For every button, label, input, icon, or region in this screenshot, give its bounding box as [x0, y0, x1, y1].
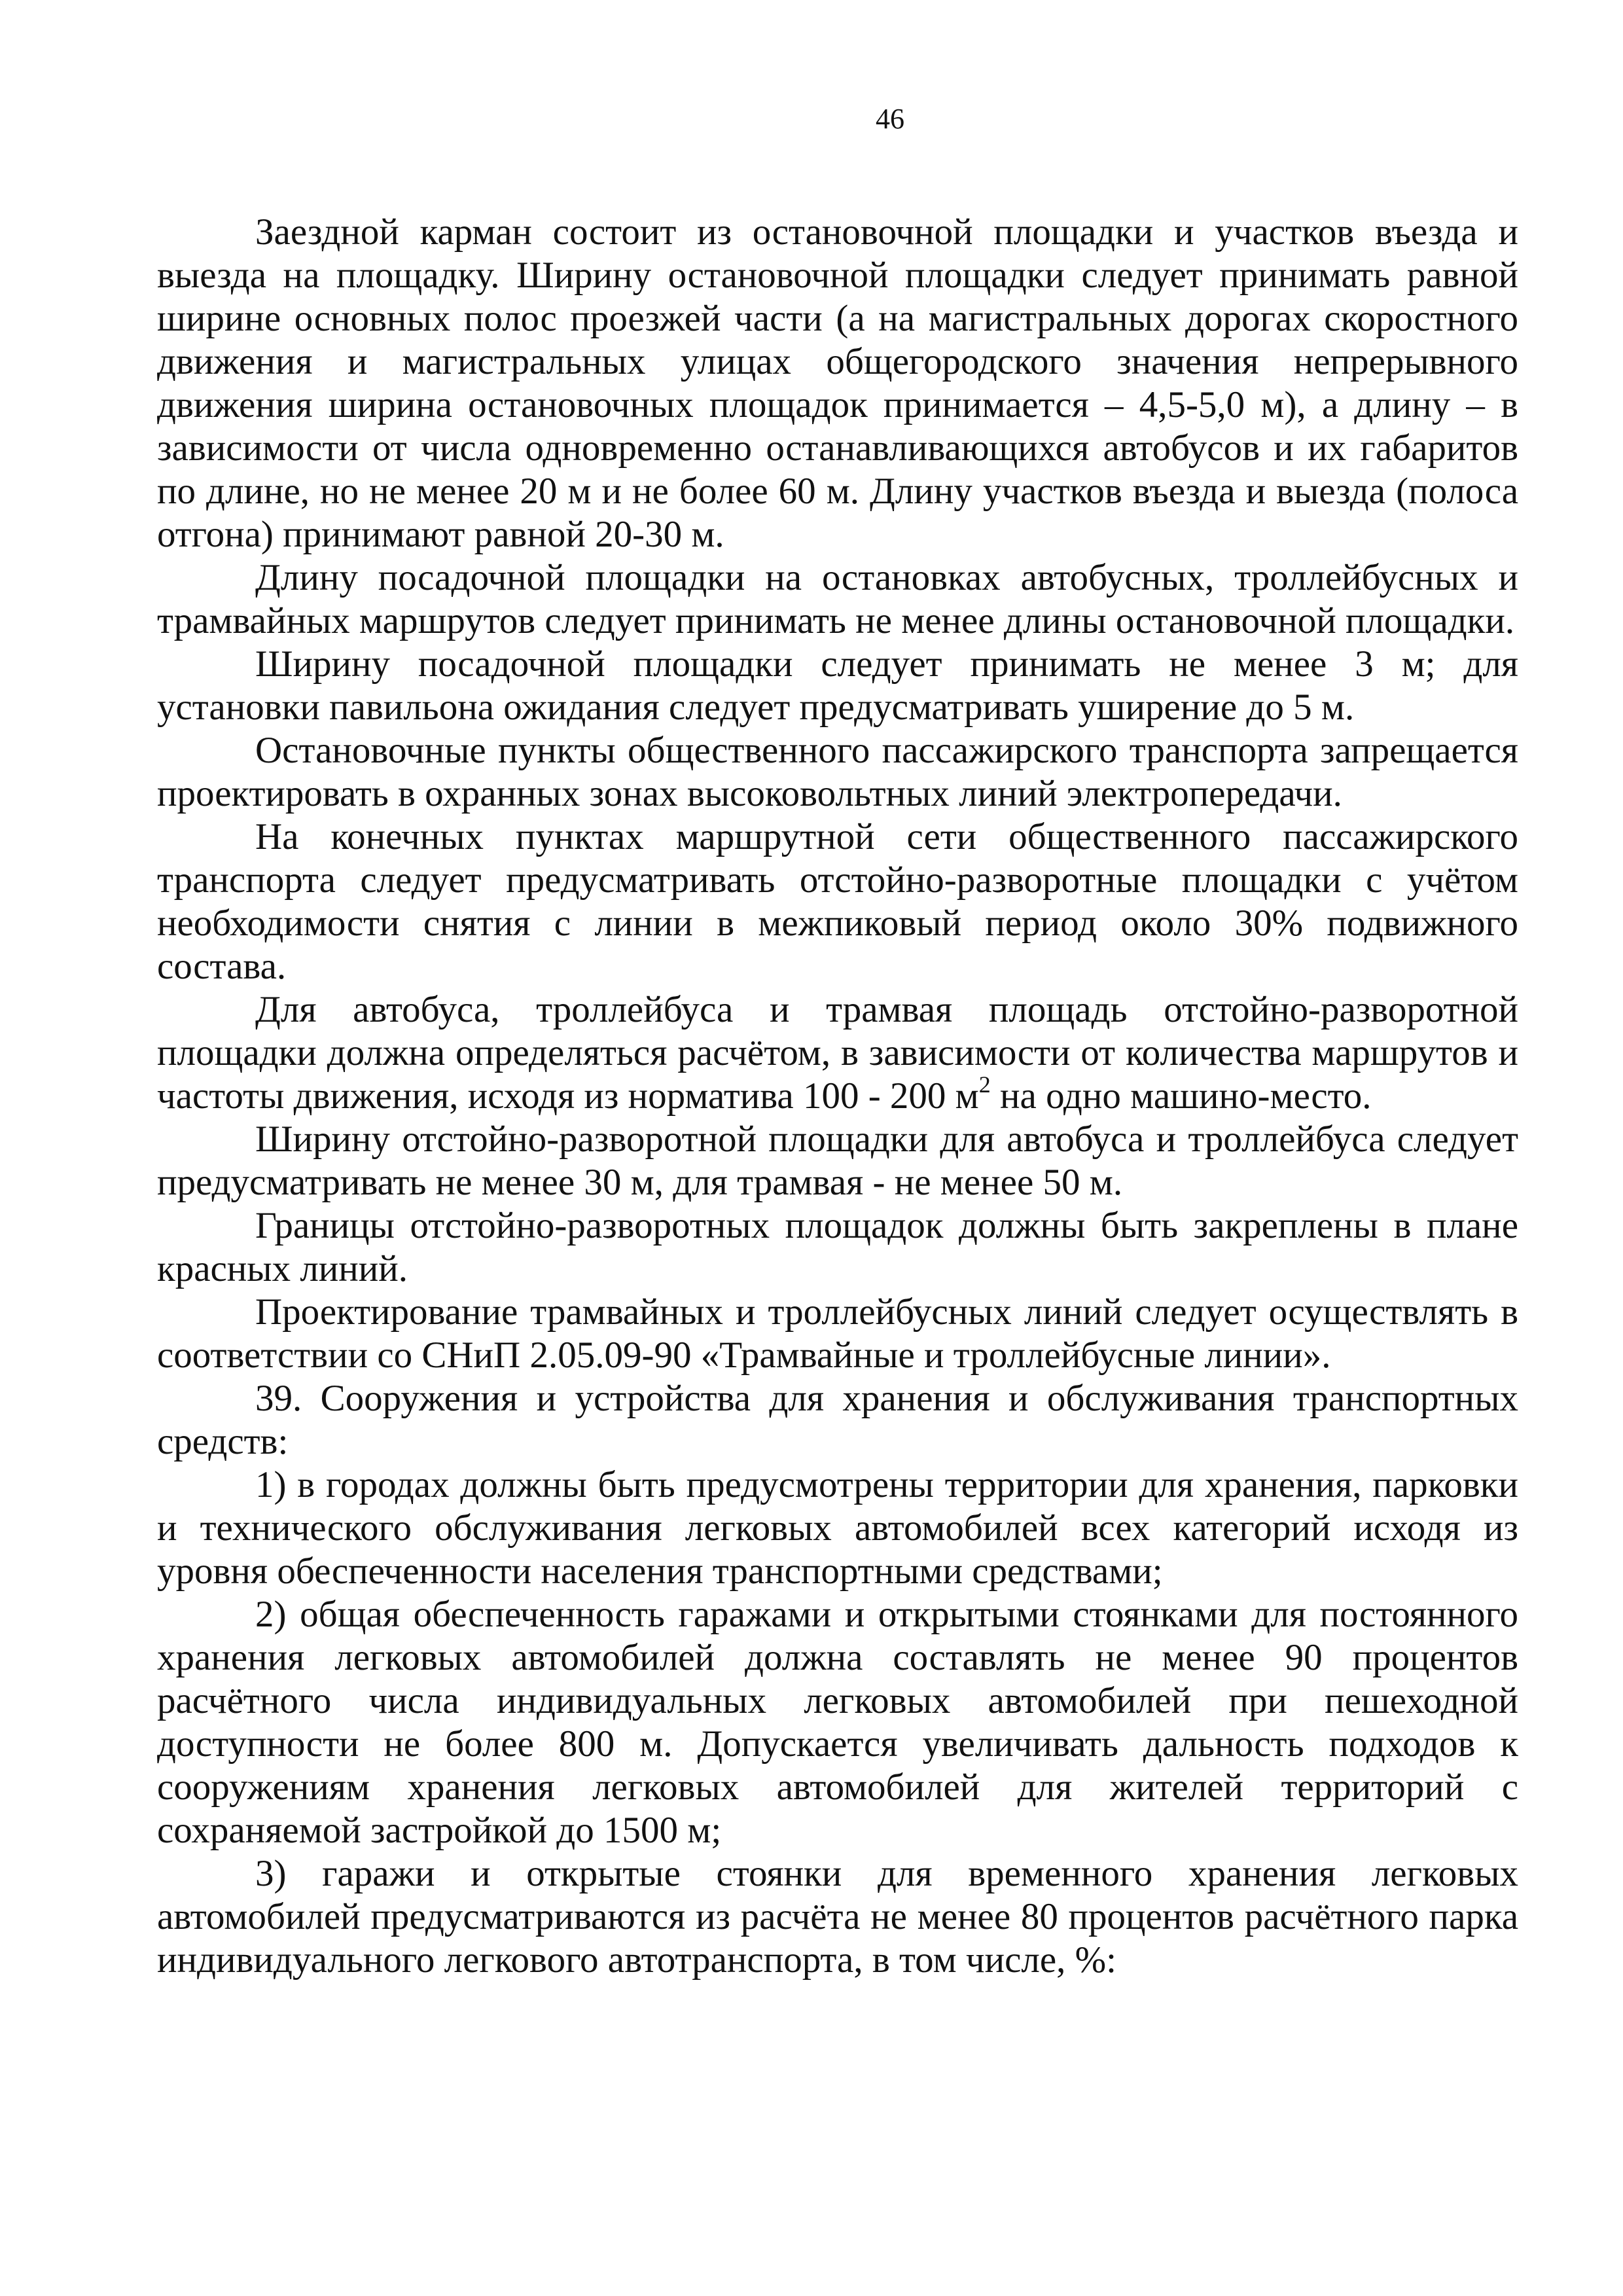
paragraph-bus-bay: Заездной карман состоит из остановочной площадки и участков въезда и выезда на площадку. Ширину остановочной площадки следует принимать равной ширине основных полос проезжей части (а на магистральных дорогах скоростного движения и магистральных улицах общегородского значения непрерывного движения ширина остановочных площадок принимается – 4,5-5,0 м), а длину – в зависимости от числа одновременно останавливающихся автобусов и их габаритов по длине, но не менее 20 м и не более 60 м. Длину участков въезда и выезда (полоса отгона) принимают равной 20-30 м. — [157, 211, 1518, 555]
paragraph-stop-restriction: Остановочные пункты общественного пассажирского транспорта запрещается проектировать в охранных зонах высоковольтных линий электропередачи. — [157, 730, 1518, 814]
document-body — [157, 211, 1518, 1982]
square-superscript: 2 — [978, 1071, 991, 1098]
paragraph-boarding-width: Ширину посадочной площадки следует принимать не менее 3 м; для установки павильона ожидания следует предусматривать уширение до 5 м. — [157, 643, 1518, 728]
turnaround-area-text: Для автобуса, троллейбуса и трамвая площадь отстойно-разворотной площадки должна определяться расчётом, в зависимости от количества маршрутов и частоты движения, исходя из норматива 100 - 200 м — [157, 989, 1518, 1117]
paragraph-terminal-sites: На конечных пунктах маршрутной сети общественного пассажирского транспорта следует предусматривать отстойно-разворотные площадки с учётом необходимости снятия с линии в межпиковый период около 30% подвижного состава. — [157, 816, 1518, 987]
turnaround-area-text-end: на одно машино-место. — [990, 1075, 1372, 1117]
list-item-3: 3) гаражи и открытые стоянки для временного хранения легковых автомобилей предусматриваются из расчёта не менее 80 процентов расчётного парка индивидуального легкового автотранспорта, в том числе, %: — [157, 1853, 1518, 1981]
paragraph-boarding-length: Длину посадочной площадки на остановках автобусных, троллейбусных и трамвайных маршрутов следует принимать не менее длины остановочной площадки. — [157, 557, 1518, 641]
paragraph-snip-reference: Проектирование трамвайных и троллейбусных линий следует осуществлять в соответствии со СНиП 2.05.09-90 «Трамвайные и троллейбусные линии». — [157, 1291, 1518, 1376]
list-item-1: 1) в городах должны быть предусмотрены территории для хранения, парковки и технического обслуживания легковых автомобилей всех категорий исходя из уровня обеспеченности населения транспортными средствами; — [157, 1464, 1518, 1592]
paragraph-turnaround-area — [157, 988, 1518, 1118]
paragraph-section-39: 39. Сооружения и устройства для хранения и обслуживания транспортных средств: — [157, 1378, 1518, 1462]
paragraph-red-lines: Границы отстойно-разворотных площадок должны быть закреплены в плане красных линий. — [157, 1205, 1518, 1289]
paragraph-turnaround-width: Ширину отстойно-разворотной площадки для автобуса и троллейбуса следует предусматривать не менее 30 м, для трамвая - не менее 50 м. — [157, 1119, 1518, 1203]
page-number: 46 — [876, 103, 904, 135]
list-item-2: 2) общая обеспеченность гаражами и открытыми стоянками для постоянного хранения легковых автомобилей должна составлять не менее 90 процентов расчётного числа индивидуальных легковых автомобилей при пешеходной доступности не более 800 м. Допускается увеличивать дальность подходов к сооружениям хранения легковых автомобилей для жителей территорий с сохраняемой застройкой до 1500 м; — [157, 1594, 1518, 1851]
